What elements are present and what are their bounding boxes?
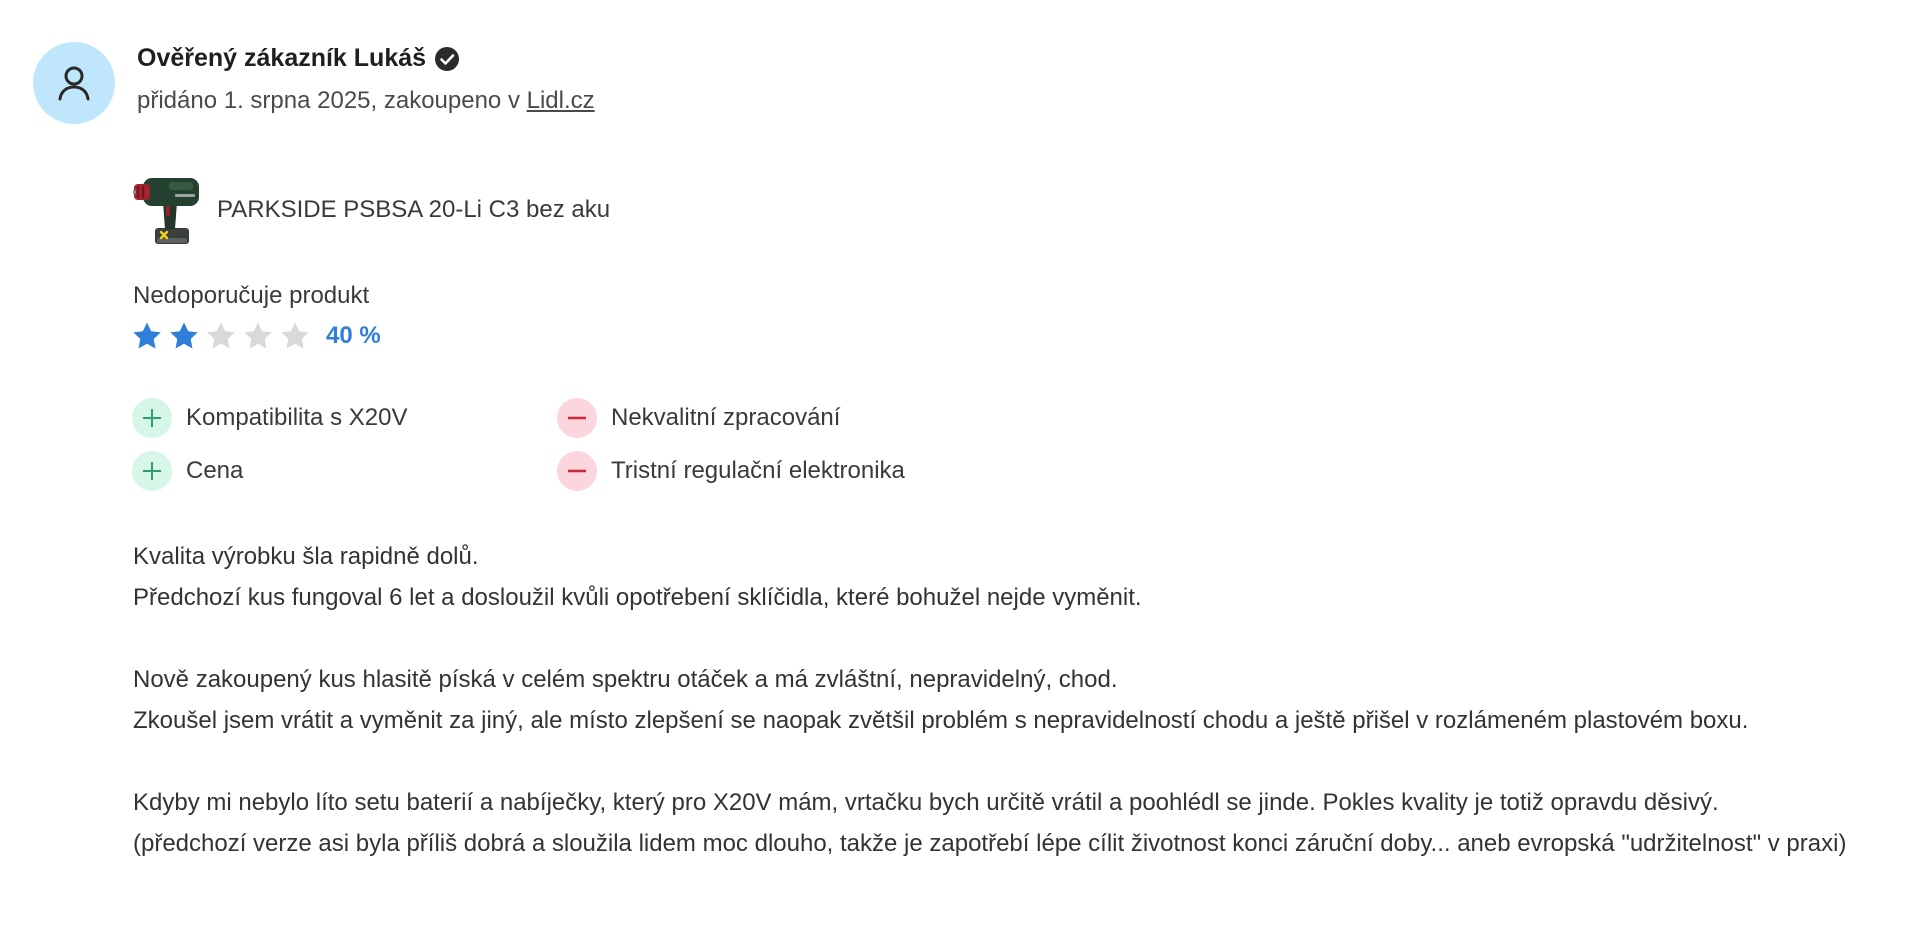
star-icon	[242, 320, 274, 352]
pro-label: Kompatibilita s X20V	[186, 404, 408, 431]
review-paragraph-line: Zkoušel jsem vrátit a vyměnit za jiný, ale místo zlepšení se naopak zvětšil problém s nepravidelností chodu a ještě přišel v rozlámeném plastovém boxu.	[133, 707, 1749, 734]
rating-percent: 40 %	[326, 322, 381, 349]
pro-label: Cena	[186, 457, 244, 484]
star-icon	[279, 320, 311, 352]
star-icon	[168, 320, 200, 352]
verified-check-icon	[434, 46, 460, 72]
user-icon	[57, 64, 91, 102]
star-rating	[131, 320, 381, 352]
review-text	[133, 536, 1893, 864]
author-name: Ověřený zákazník Lukáš	[137, 44, 427, 72]
author-name-row	[137, 44, 460, 73]
avatar	[33, 42, 115, 124]
drill-product-image	[133, 172, 203, 248]
review-paragraph-line: Kdyby mi nebylo líto setu baterií a nabíječky, který pro X20V mám, vrtačku bych určitě vrátil a poohlédl se jinde. Pokles kvality je totiž opravdu děsivý.	[133, 789, 1719, 816]
pro-item	[132, 398, 407, 438]
review-paragraph-line: Předchozí kus fungoval 6 let a dosloužil kvůli opotřebení sklíčidla, které bohužel nejde vyměnit.	[133, 584, 1142, 611]
review-paragraph-line: (předchozí verze asi byla příliš dobrá a sloužila lidem moc dlouho, takže je zapotřebí lépe cílit životnost konci záruční doby... aneb evropská "udržitelnost" v praxi)	[133, 830, 1847, 857]
review-date-text: přidáno 1. srpna 2025, zakoupeno v	[137, 87, 527, 114]
star-icon	[205, 320, 237, 352]
shop-link[interactable]: Lidl.cz	[526, 87, 595, 114]
review-meta	[137, 87, 595, 115]
con-item	[557, 398, 840, 438]
minus-icon	[557, 398, 597, 438]
recommendation-text: Nedoporučuje produkt	[133, 282, 370, 309]
review-paragraph-line: Nově zakoupený kus hlasitě píská v celém spektru otáček a má zvláštní, nepravidelný, chod.	[133, 666, 1118, 693]
con-label: Tristní regulační elektronika	[611, 457, 905, 484]
con-label: Nekvalitní zpracování	[611, 404, 841, 431]
minus-icon	[557, 451, 597, 491]
review-paragraph-line: Kvalita výrobku šla rapidně dolů.	[133, 543, 479, 570]
con-item	[557, 451, 905, 491]
plus-icon	[132, 398, 172, 438]
star-icon	[131, 320, 163, 352]
pro-item	[132, 451, 243, 491]
product-row[interactable]	[133, 172, 610, 248]
plus-icon	[132, 451, 172, 491]
product-name[interactable]: PARKSIDE PSBSA 20-Li C3 bez aku	[217, 196, 611, 223]
